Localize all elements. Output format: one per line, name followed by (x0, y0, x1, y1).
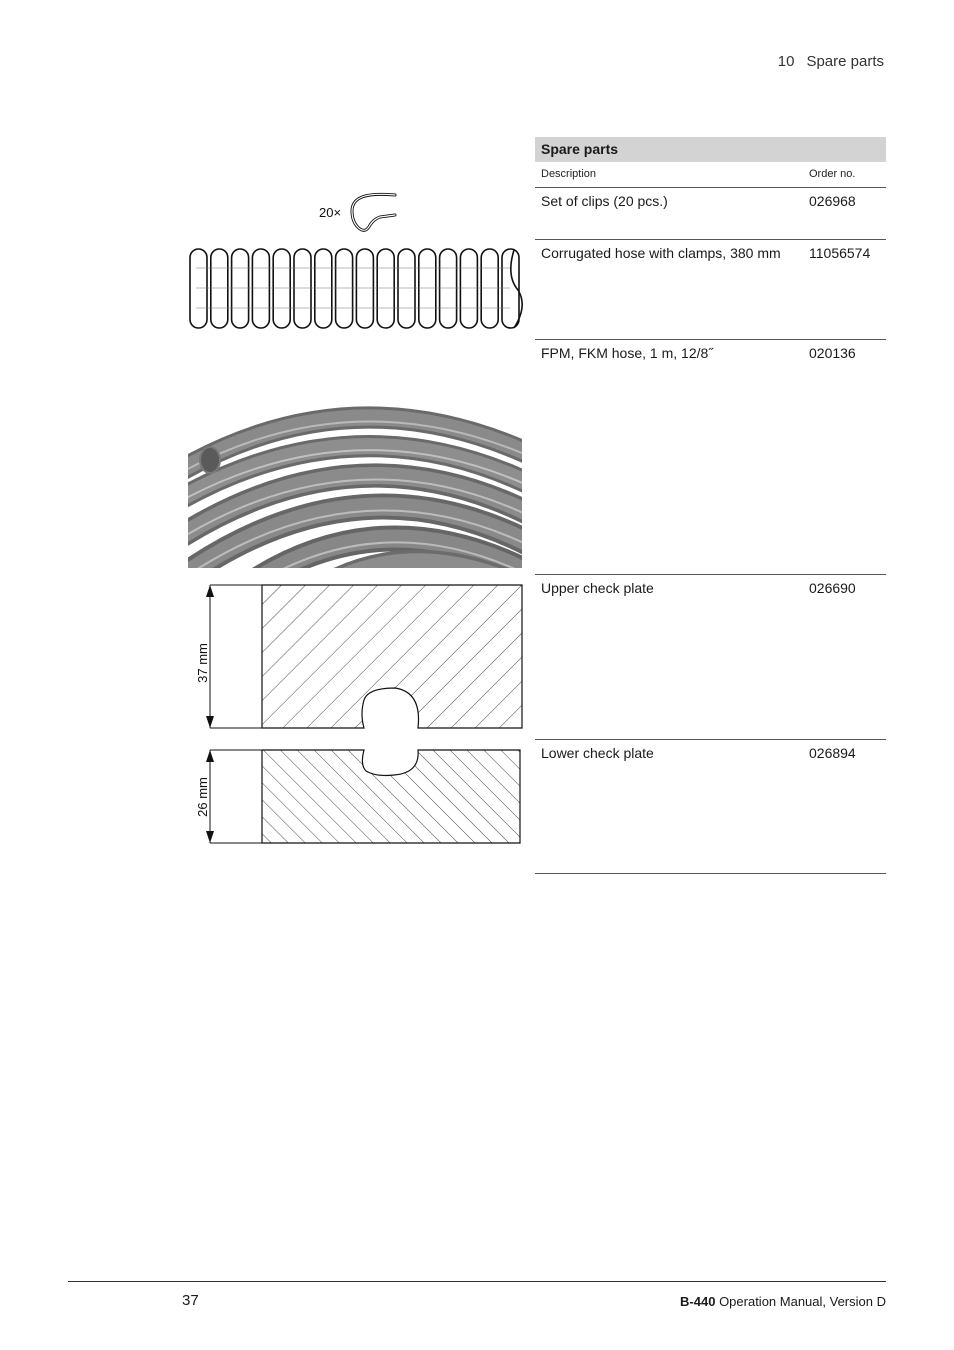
hose-rib (481, 249, 498, 328)
row-order-no: 026894 (809, 745, 856, 761)
row-description: Lower check plate (541, 745, 654, 761)
table-row (535, 240, 886, 340)
clip-illustration (300, 185, 410, 235)
running-header (778, 53, 884, 70)
lower-plate-dimension-label: 26 mm (195, 777, 210, 817)
corrugated-hose-illustration (188, 246, 524, 332)
lower-check-plate-drawing (190, 745, 525, 850)
hose-rib (460, 249, 477, 328)
hose-rib (211, 249, 228, 328)
upper-check-plate-drawing (190, 580, 525, 735)
hose-rib (190, 249, 207, 328)
table-row (535, 575, 886, 740)
row-order-no: 026690 (809, 580, 856, 596)
table-column-headers (535, 162, 886, 188)
row-description: Set of clips (20 pcs.) (541, 193, 668, 209)
hose-rib (273, 249, 290, 328)
hose-rib (294, 249, 311, 328)
upper-plate-dimension-label: 37 mm (195, 643, 210, 683)
hose-rib (419, 249, 436, 328)
manual-title: Operation Manual, Version D (719, 1294, 886, 1309)
chapter-number: 10 (777, 53, 795, 70)
hose-rib (336, 249, 353, 328)
column-header-order-no: Order no. (809, 168, 856, 180)
row-description: Upper check plate (541, 580, 654, 596)
hose-rib (398, 249, 415, 328)
hose-rib (377, 249, 394, 328)
clip-quantity-label: 20× (319, 205, 342, 220)
hose-rib (232, 249, 249, 328)
row-order-no: 11056574 (809, 245, 871, 261)
chapter-title: Spare parts (806, 53, 884, 70)
hose-rib (440, 249, 457, 328)
model-name: B-440 (680, 1294, 716, 1309)
row-order-no: 020136 (809, 345, 856, 361)
footer-divider (68, 1281, 886, 1282)
row-order-no: 026968 (809, 193, 856, 209)
row-description: FPM, FKM hose, 1 m, 12/8˝ (541, 345, 713, 361)
column-header-description: Description (541, 168, 597, 180)
table-row (535, 188, 886, 240)
hose-rib (315, 249, 332, 328)
table-title: Spare parts (535, 137, 886, 162)
hose-rib (252, 249, 269, 328)
table-row (535, 740, 886, 874)
row-description: Corrugated hose with clamps, 380 mm (541, 245, 781, 261)
hose-rib (356, 249, 373, 328)
page-number: 37 (182, 1292, 199, 1309)
fpm-hose-photo (188, 388, 522, 568)
footer-manual-title (680, 1294, 886, 1309)
table-row (535, 340, 886, 575)
spare-parts-table (535, 137, 886, 188)
